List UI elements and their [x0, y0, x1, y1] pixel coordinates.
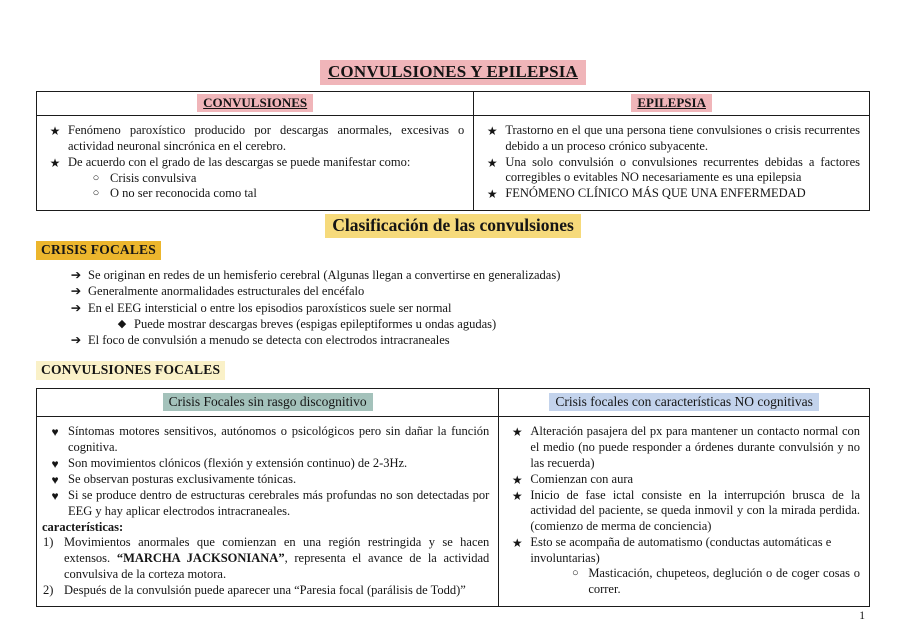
list-item: [42, 456, 489, 472]
arrow-bullet-icon: ➔: [70, 333, 82, 348]
list-item-text: Inicio de fase ictal consiste en la interrupción brusca de la actividad del paciente, se queda inmovil y con la mirada perdida. (comienzo de merma de conciencia): [530, 487, 860, 534]
arrow-bullet-icon: ➔: [70, 284, 82, 299]
list-item-text: Esto se acompaña de automatismo (conductas automáticas e involuntarias): [530, 534, 832, 565]
numbered-item-text: [64, 535, 489, 582]
list-item: [42, 472, 489, 488]
star-bullet-icon: ★: [511, 425, 523, 440]
list-item-text: De acuerdo con el grado de las descargas se puede manifestar como:: [68, 154, 411, 169]
star-bullet-icon: ★: [486, 124, 498, 138]
sub-list-item-text: Crisis convulsiva: [110, 170, 197, 185]
list-item: [479, 123, 860, 155]
list-item: [64, 332, 870, 348]
heart-bullet-icon: ♥: [51, 472, 59, 487]
list-item: [64, 300, 870, 316]
list-item: [479, 155, 860, 187]
star-bullet-icon: ★: [486, 187, 498, 201]
item-number: 2): [43, 582, 54, 597]
sub-list-item: [82, 171, 464, 187]
list-item-text: Se originan en redes de un hemisferio cerebral (Algunas llegan a convertirse en generalizadas): [88, 268, 561, 283]
circle-bullet-icon: ○: [92, 187, 100, 200]
table-header-row: [37, 92, 870, 116]
no-cognitivas-header-cell: [499, 389, 870, 417]
convulsiones-focales-heading: CONVULSIONES FOCALES: [36, 361, 225, 380]
arrow-bullet-icon: ➔: [70, 268, 82, 283]
sin-rasgo-cell: [37, 417, 499, 607]
list-item: [42, 424, 489, 456]
crisis-focales-list: [64, 267, 870, 348]
convulsiones-focales-row: [36, 348, 870, 380]
star-bullet-icon: ★: [486, 155, 498, 170]
list-item-text: Comienzan con aura: [530, 471, 634, 486]
star-bullet-icon: ★: [511, 535, 523, 550]
star-bullet-icon: ★: [511, 488, 523, 503]
convulsiones-cell: [37, 116, 474, 211]
convulsiones-header-cell: [37, 92, 474, 116]
sin-rasgo-header-cell: [37, 389, 499, 417]
list-item-text: Una solo convulsión o convulsiones recurrentes debidas a factores corregibles o evitables NO necesariamente es una epilepsia: [505, 154, 860, 185]
heart-bullet-icon: ♥: [51, 456, 59, 471]
list-item: [64, 267, 870, 283]
epilepsia-header-cell: [474, 92, 870, 116]
epilepsia-header: EPILEPSIA: [631, 94, 712, 112]
crisis-focales-row: [36, 238, 870, 260]
list-item: [42, 155, 464, 171]
caracteristicas-label: características:: [42, 519, 124, 534]
sub-list-item-text: Masticación, chupeteos, deglución o de coger cosas o correr.: [588, 566, 860, 597]
section-heading-row: [36, 214, 870, 238]
heart-bullet-icon: ♥: [51, 425, 59, 440]
list-item: [42, 488, 489, 520]
no-cognitivas-header: Crisis focales con características NO cognitivas: [549, 393, 819, 411]
text-segment: Movimientos anormales que comienzan en una región restringida y se hacen extensos.: [64, 535, 490, 566]
star-bullet-icon: ★: [49, 124, 61, 138]
convulsiones-header: CONVULSIONES: [197, 94, 313, 112]
list-item-text: FENÓMENO CLÍNICO MÁS QUE UNA ENFERMEDAD: [505, 186, 806, 200]
list-item-text: Alteración pasajera del px para mantener un contacto normal con el medio (no puede responder a órdenes durante convulsión y no las recuerda): [530, 424, 860, 470]
star-bullet-icon: ★: [511, 472, 523, 487]
sub-list-item: [562, 566, 860, 598]
text-segment: , representa el avance de la actividad convulsiva de la corteza motora.: [64, 551, 490, 581]
no-cognitivas-cell: [499, 417, 870, 607]
table-body-row: [37, 116, 870, 211]
convulsiones-epilepsia-table: [36, 91, 870, 211]
sub-list-item-text: O no ser reconocida como tal: [110, 186, 257, 201]
list-item: [42, 123, 464, 155]
circle-bullet-icon: ○: [571, 567, 579, 580]
list-item: [479, 186, 860, 202]
sub-list-item: [110, 316, 870, 332]
star-bullet-icon: ★: [49, 155, 61, 170]
list-item: [504, 472, 860, 488]
bold-text-segment: “MARCHA JACKSONIANA”: [116, 551, 285, 566]
list-item: [504, 424, 860, 471]
page-title: CONVULSIONES Y EPILEPSIA: [320, 60, 586, 85]
heart-bullet-icon: ♥: [51, 489, 59, 504]
numbered-item-text: Después de la convulsión puede aparecer una “Paresia focal (parálisis de Todd)”: [64, 582, 466, 597]
sin-rasgo-header: Crisis Focales sin rasgo discognitivo: [163, 393, 373, 411]
list-item-text: Síntomas motores sensitivos, autónomos o psicológicos pero sin dañar la función cognitiva.: [68, 424, 490, 455]
numbered-item: [42, 535, 489, 582]
circle-bullet-icon: ○: [92, 171, 100, 184]
classification-heading: Clasificación de las convulsiones: [325, 214, 581, 238]
list-item: [504, 488, 860, 535]
list-item-text: Se observan posturas exclusivamente tónicas.: [68, 471, 297, 486]
list-item: [504, 535, 860, 567]
list-item: [64, 283, 870, 299]
list-item-text: Si se produce dentro de estructuras cerebrales más profundas no son detectadas por EEG y hay aplicar electrodos intracraneales.: [68, 488, 490, 518]
item-number: 1): [43, 535, 54, 550]
list-item-text: En el EEG intersticial o entre los episodios paroxísticos suele ser normal: [88, 300, 452, 315]
list-item-text: El foco de convulsión a menudo se detecta con electrodos intracraneales: [88, 333, 450, 348]
list-item-text: Fenómeno paroxístico producido por descargas anormales, excesivas o actividad neuronal sincrónica en el cerebro.: [68, 123, 465, 153]
list-item-text: Son movimientos clónicos (flexión y extensión continuo) de 2-3Hz.: [68, 455, 408, 470]
list-item-text: Trastorno en el que una persona tiene convulsiones o crisis recurrentes debido a un proceso crónico subyacente.: [505, 123, 860, 153]
crisis-focales-heading: CRISIS FOCALES: [36, 241, 161, 260]
table-header-row: [37, 389, 870, 417]
sub-list-item: [82, 186, 464, 202]
diamond-bullet-icon: ◆: [117, 317, 127, 330]
numbered-item: [42, 583, 489, 599]
sub-list-item-text: Puede mostrar descargas breves (espigas epileptiformes u ondas agudas): [134, 316, 497, 331]
epilepsia-cell: [474, 116, 870, 211]
list-item-text: Generalmente anormalidades estructurales del encéfalo: [88, 284, 365, 299]
page-number: 1: [859, 610, 865, 623]
table-body-row: [37, 417, 870, 607]
title-row: [36, 60, 870, 85]
arrow-bullet-icon: ➔: [70, 300, 82, 315]
crisis-focales-table: [36, 388, 870, 607]
